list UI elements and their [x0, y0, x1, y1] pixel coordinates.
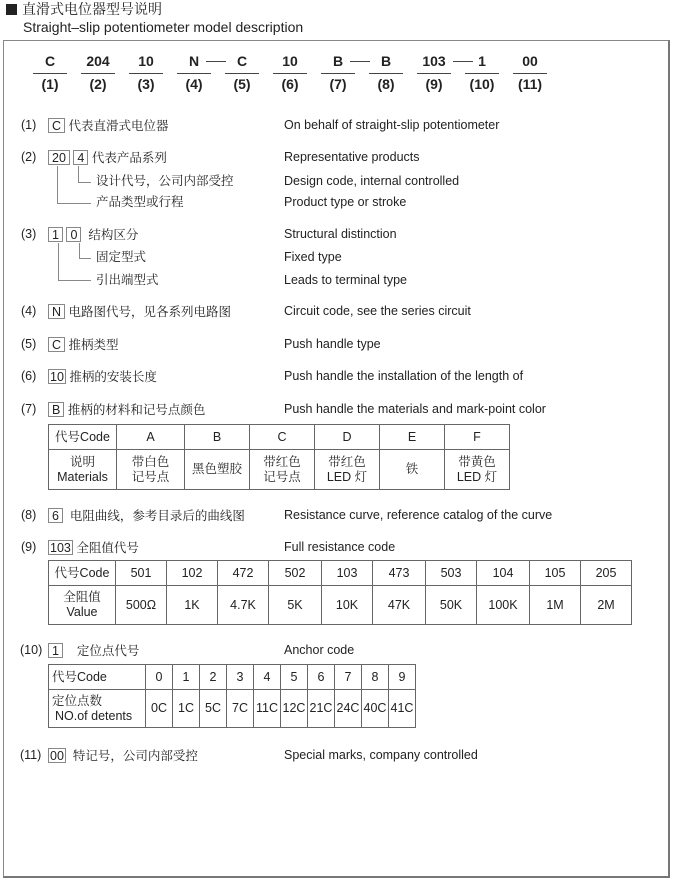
table-cell — [117, 450, 185, 490]
item-number: (8) — [21, 508, 37, 522]
code-index: (6) — [281, 76, 299, 92]
item-number: (10) — [20, 643, 43, 657]
description-en: Resistance curve, reference catalog of the curve — [284, 508, 553, 522]
table-cell: 102 — [167, 561, 218, 586]
code-box: N — [48, 304, 65, 319]
code-part-7 — [321, 52, 355, 92]
table-row — [49, 665, 416, 690]
code-box: 20 — [48, 150, 70, 165]
table-cell: 500Ω — [116, 586, 167, 625]
table-cell: 104 — [477, 561, 530, 586]
cell-line: 带白色 — [131, 454, 170, 469]
cell-line: 带黄色 — [458, 454, 496, 469]
table-header-cell: 代号Code — [49, 665, 146, 690]
sub-description-en: Product type or stroke — [284, 195, 407, 209]
cell-line: 全阻值 — [63, 590, 101, 604]
title-cn: 直滑式电位器型号说明 — [22, 1, 162, 17]
table-cell: 3 — [227, 665, 254, 690]
table-cell: 6 — [308, 665, 335, 690]
code-index: (2) — [89, 76, 107, 92]
table-cell: 8 — [362, 665, 389, 690]
cell-line: 黑色塑胶 — [191, 462, 242, 476]
table-cell: 0 — [146, 665, 173, 690]
description-en: Push handle the installation of the length of — [284, 369, 524, 383]
code-part-8 — [369, 52, 403, 92]
code-box: 1 — [48, 643, 63, 658]
description-en: Full resistance code — [284, 540, 396, 554]
item-number: (9) — [21, 540, 37, 554]
table-cell: C — [250, 425, 315, 450]
sub-description-en: Design code, internal controlled — [284, 174, 460, 188]
code-part-2 — [81, 52, 115, 92]
description-cn: 电路图代号，见各系列电路图 — [68, 305, 232, 319]
description-cn: 全阻值代号 — [76, 541, 139, 555]
code-part-4 — [177, 52, 211, 92]
description-cn: 推柄的材料和记号点颜色 — [67, 403, 206, 417]
code-box: B — [48, 402, 64, 417]
sub-description-en: Leads to terminal type — [284, 273, 407, 287]
cell-line: 记号点 — [263, 469, 301, 484]
description-en: Push handle type — [284, 337, 381, 351]
detent-table — [48, 664, 416, 728]
item-number: (5) — [21, 337, 37, 351]
table-row — [49, 586, 632, 625]
code-value: 00 — [522, 53, 538, 69]
code-index: (10) — [469, 76, 495, 92]
table-cell: 4 — [254, 665, 281, 690]
square-bullet-icon — [6, 4, 17, 15]
materials-table — [48, 424, 510, 490]
cell-line: 铁 — [405, 462, 419, 476]
description-cn: 结构区分 — [88, 228, 139, 242]
description-cn: 推柄类型 — [68, 338, 119, 352]
cell-line: 说明 — [69, 454, 95, 469]
table-cell: 5 — [281, 665, 308, 690]
code-box: C — [48, 337, 65, 352]
description-en: Anchor code — [284, 643, 355, 657]
cell-line: 记号点 — [131, 469, 170, 484]
code-value: C — [236, 53, 248, 69]
description-en: On behalf of straight-slip potentiometer — [284, 118, 500, 132]
table-cell: 21C — [308, 690, 335, 728]
separator-dash — [206, 61, 226, 62]
description-cn: 推柄的安装长度 — [69, 370, 157, 384]
code-index: (5) — [233, 76, 251, 92]
item-number: (6) — [21, 369, 37, 383]
code-index: (7) — [329, 76, 347, 92]
code-box: 6 — [48, 508, 63, 523]
table-cell: 40C — [362, 690, 389, 728]
code-index: (4) — [185, 76, 203, 92]
table-header-cell — [49, 450, 117, 490]
code-part-11 — [513, 52, 547, 92]
table-cell: 100K — [477, 586, 530, 625]
table-cell: 472 — [218, 561, 269, 586]
table-cell: 1 — [173, 665, 200, 690]
code-value: 10 — [282, 53, 298, 69]
table-cell: 205 — [581, 561, 632, 586]
code-value: 10 — [138, 53, 154, 69]
table-cell: 503 — [426, 561, 477, 586]
table-cell — [185, 450, 250, 490]
table-cell: 12C — [281, 690, 308, 728]
table-cell: E — [380, 425, 445, 450]
cell-line: NO.of detents — [55, 708, 133, 723]
table-cell: 1M — [530, 586, 581, 625]
code-value: 103 — [422, 53, 446, 69]
table-cell: 5C — [200, 690, 227, 728]
table-cell: 103 — [322, 561, 373, 586]
code-part-10 — [465, 52, 499, 92]
code-index: (8) — [377, 76, 395, 92]
code-index: (11) — [517, 76, 543, 92]
page-header — [6, 0, 304, 35]
table-cell: 473 — [373, 561, 426, 586]
code-value: B — [380, 53, 392, 69]
title-en: Straight–slip potentiometer model description — [23, 19, 304, 35]
table-cell: 1C — [173, 690, 200, 728]
table-cell: A — [117, 425, 185, 450]
table-cell: 5K — [269, 586, 322, 625]
cell-line: Materials — [57, 469, 108, 484]
cell-line: 带红色 — [328, 454, 366, 469]
code-part-3 — [129, 52, 163, 92]
table-cell: 2 — [200, 665, 227, 690]
description-cn: 定位点代号 — [76, 644, 140, 658]
code-box: 00 — [50, 749, 64, 763]
description-en: Structural distinction — [284, 227, 397, 241]
table-cell: 1K — [167, 586, 218, 625]
table-cell: B — [185, 425, 250, 450]
table-cell: 7C — [227, 690, 254, 728]
resistance-table — [48, 560, 632, 625]
description-en: Circuit code, see the series circuit — [284, 304, 471, 318]
table-cell: 47K — [373, 586, 426, 625]
table-cell — [445, 450, 510, 490]
code-box: 0 — [66, 227, 81, 242]
code-box: 10 — [50, 370, 64, 384]
item-number: (7) — [21, 402, 37, 416]
table-cell: 0C — [146, 690, 173, 728]
cell-line: LED 灯 — [456, 469, 498, 484]
description-en: Push handle the materials and mark-point color — [284, 402, 546, 416]
cell-line: 定位点数 — [52, 693, 103, 708]
description-cn: 代表直滑式电位器 — [68, 119, 169, 133]
code-index: (3) — [137, 76, 155, 92]
table-cell — [250, 450, 315, 490]
table-cell: 2M — [581, 586, 632, 625]
table-cell: 10K — [322, 586, 373, 625]
code-part-5 — [225, 52, 259, 92]
table-cell: 11C — [254, 690, 281, 728]
table-row — [49, 690, 416, 728]
code-value: 1 — [478, 53, 486, 69]
item-number: (11) — [20, 748, 42, 762]
item-number: (3) — [21, 227, 37, 241]
separator-dash — [350, 61, 370, 62]
item-number: (2) — [21, 150, 37, 164]
code-part-6 — [273, 52, 307, 92]
table-cell: 41C — [389, 690, 416, 728]
code-index: (9) — [425, 76, 443, 92]
table-cell: 4.7K — [218, 586, 269, 625]
table-cell: 7 — [335, 665, 362, 690]
code-box: 1 — [48, 227, 63, 242]
code-value: C — [44, 53, 56, 69]
code-value: B — [332, 53, 344, 69]
table-cell: 50K — [426, 586, 477, 625]
item-number: (1) — [21, 118, 37, 132]
table-cell — [380, 450, 445, 490]
table-cell — [315, 450, 380, 490]
code-value: 204 — [86, 53, 110, 69]
sub-description-cn: 设计代号，公司内部受控 — [96, 174, 234, 188]
table-row — [49, 450, 510, 490]
table-cell: 502 — [269, 561, 322, 586]
table-cell: D — [315, 425, 380, 450]
tree-connector — [57, 166, 91, 204]
sub-description-cn: 固定型式 — [96, 250, 147, 264]
cell-line: Value — [66, 605, 98, 619]
description-cn: 电阻曲线，参考目录后的曲线图 — [69, 509, 245, 523]
code-value: N — [188, 53, 200, 69]
table-row — [49, 561, 632, 586]
code-box: 4 — [73, 150, 88, 165]
description-en: Special marks, company controlled — [284, 748, 478, 762]
code-part-9 — [417, 52, 451, 92]
sub-description-en: Fixed type — [284, 250, 342, 264]
cell-line: 带红色 — [263, 454, 301, 469]
table-cell: 501 — [116, 561, 167, 586]
item-number: (4) — [21, 304, 37, 318]
code-part-1 — [33, 52, 67, 92]
table-cell: 105 — [530, 561, 581, 586]
table-row — [49, 425, 510, 450]
cell-line: LED 灯 — [326, 469, 368, 484]
table-cell: 9 — [389, 665, 416, 690]
table-cell: 24C — [335, 690, 362, 728]
description-cn: 特记号，公司内部受控 — [72, 749, 198, 763]
description-cn: 代表产品系列 — [91, 151, 167, 165]
code-index: (1) — [41, 76, 59, 92]
table-header-cell — [49, 690, 146, 728]
description-en: Representative products — [284, 150, 420, 164]
table-header-cell: 代号Code — [49, 561, 116, 586]
table-cell: F — [445, 425, 510, 450]
code-box: C — [48, 118, 65, 133]
code-box: 103 — [50, 541, 71, 555]
sub-description-cn: 产品类型或行程 — [96, 195, 184, 209]
sub-description-cn: 引出端型式 — [96, 273, 159, 287]
table-header-cell — [49, 586, 116, 625]
table-header-cell: 代号Code — [49, 425, 117, 450]
tree-connector — [58, 243, 91, 281]
